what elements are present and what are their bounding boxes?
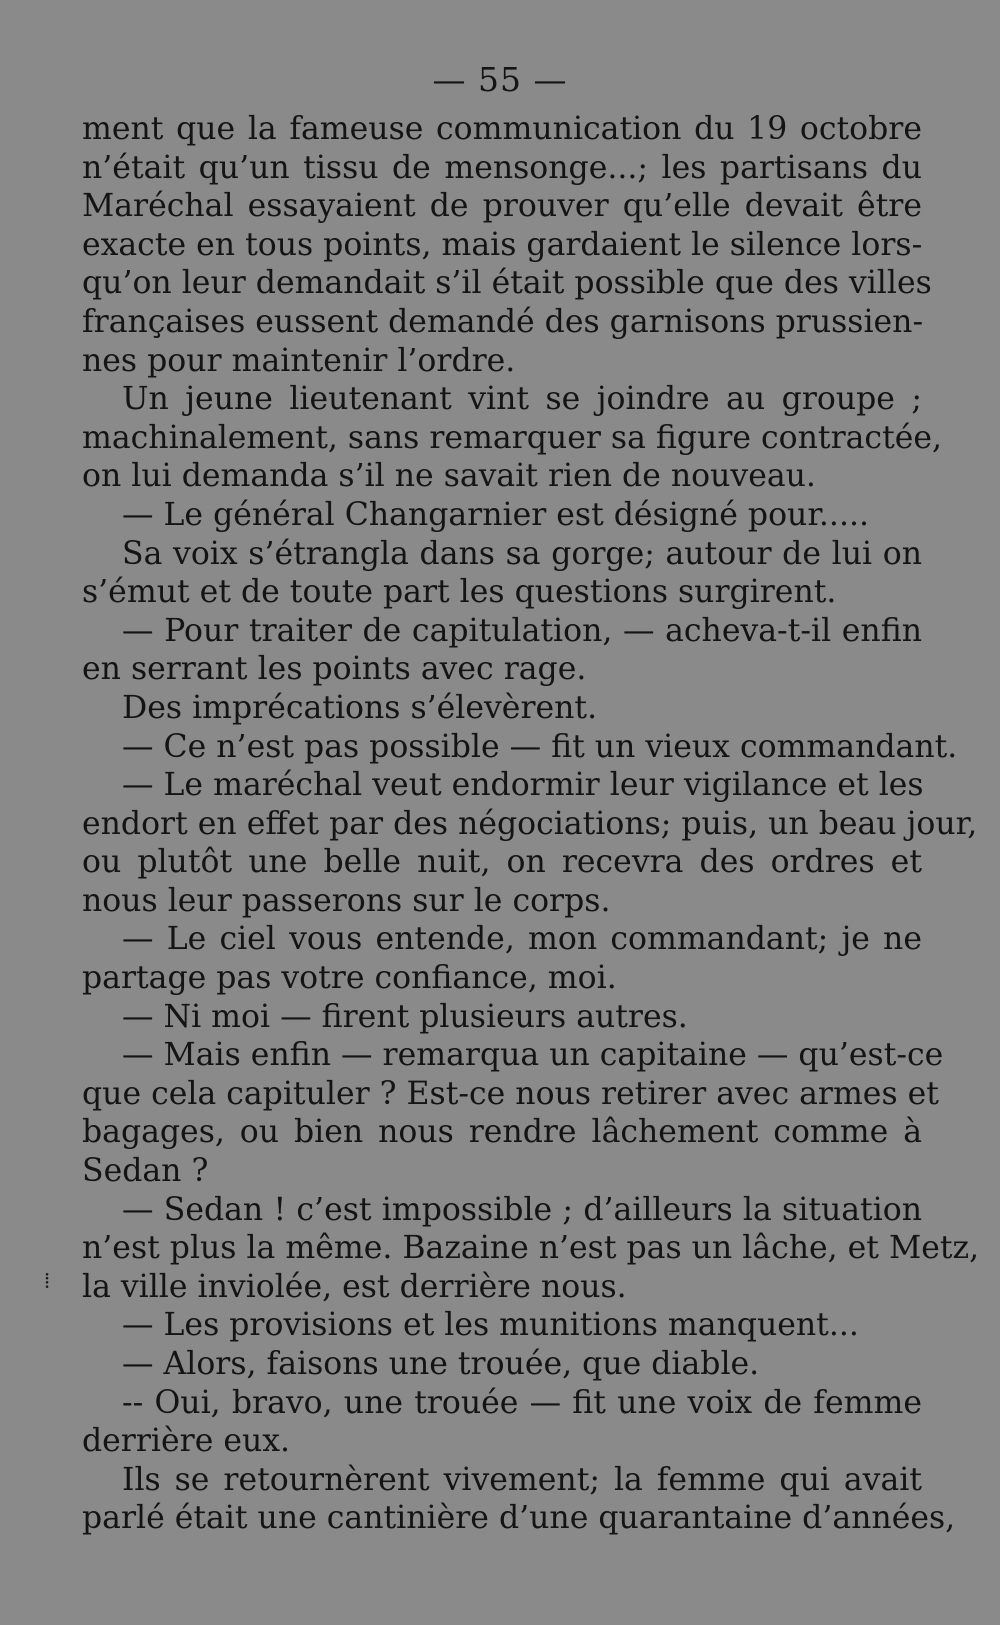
text-line: nous leur passerons sur le corps.	[82, 882, 611, 919]
text-line: s’émut et de toute part les questions surgirent.	[82, 574, 837, 611]
text-line: n’était qu’un tissu de mensonge...; les partisans du	[82, 149, 922, 186]
text-line: — Le maréchal veut endormir leur vigilance et les	[122, 767, 924, 804]
text-line: françaises eussent demandé des garnisons prussien-	[82, 303, 924, 340]
text-line: endort en effet par des négociations; puis, un beau jour,	[82, 805, 978, 842]
text-line: Sedan ?	[82, 1153, 209, 1190]
paragraph	[82, 110, 932, 380]
text-line: bagages, ou bien nous rendre lâchement comme à	[82, 1114, 922, 1151]
text-line: derrière eux.	[82, 1423, 291, 1460]
paragraph	[82, 766, 978, 920]
text-line: — Pour traiter de capitulation, — acheva-t-il enfin	[122, 612, 922, 649]
paragraph	[82, 1191, 980, 1307]
text-line: Des imprécations s’élevèrent.	[122, 689, 598, 726]
text-line: — Ce n’est pas possible — fit un vieux commandant.	[122, 728, 958, 765]
paragraph	[82, 612, 922, 689]
page-number: — 55 —	[432, 60, 568, 99]
text-line: — Ni moi — firent plusieurs autres.	[122, 998, 688, 1035]
text-line: partage pas votre confiance, moi.	[82, 960, 617, 997]
paragraph	[82, 1345, 922, 1384]
text-line: on lui demanda s’il ne savait rien de nouveau.	[82, 458, 816, 495]
text-line: — Mais enfin — remarqua un capitaine — qu’est-ce	[122, 1037, 944, 1074]
paragraph	[82, 998, 922, 1037]
paragraph	[82, 496, 922, 535]
text-line: la ville inviolée, est derrière nous.	[82, 1268, 627, 1305]
text-line: — Sedan ! c’est impossible ; d’ailleurs la situation	[122, 1191, 922, 1228]
text-line: Ils se retournèrent vivement; la femme qui avait	[122, 1461, 922, 1498]
paragraph	[82, 920, 922, 997]
text-line: parlé était une cantinière d’une quarantaine d’années,	[82, 1500, 956, 1537]
text-line: nes pour maintenir l’ordre.	[82, 342, 516, 379]
text-line: — Alors, faisons une trouée, que diable.	[122, 1346, 760, 1382]
body-text	[82, 110, 980, 1538]
text-line: en serrant les points avec rage.	[82, 651, 587, 688]
paragraph	[82, 689, 922, 728]
margin-mark: ⁞	[44, 1269, 51, 1294]
text-line: Un jeune lieutenant vint se joindre au groupe ;	[122, 381, 922, 418]
text-line: Maréchal essayaient de prouver qu’elle devait être	[82, 188, 922, 225]
paragraph	[82, 1461, 956, 1538]
text-line: qu’on leur demandait s’il était possible que des villes	[82, 265, 932, 302]
paragraph	[82, 1384, 922, 1461]
paragraph	[82, 1306, 922, 1345]
text-line: — Les provisions et les munitions manquent...	[122, 1307, 859, 1344]
paragraph	[82, 535, 922, 612]
text-line: Sa voix s’étrangla dans sa gorge; autour de lui on	[122, 535, 922, 572]
text-line: — Le général Changarnier est désigné pour.....	[122, 496, 869, 533]
text-line: machinalement, sans remarquer sa figure contractée,	[82, 419, 943, 456]
paragraph	[82, 728, 958, 767]
text-line: que cela capituler ? Est-ce nous retirer avec armes et	[82, 1075, 939, 1112]
text-line: ment que la fameuse communication du 19 octobre	[82, 111, 922, 147]
text-line: ou plutôt une belle nuit, on recevra des ordres et	[82, 844, 922, 881]
text-line: -- Oui, bravo, une trouée — fit une voix de femme	[122, 1384, 922, 1421]
text-line: — Le ciel vous entende, mon commandant; je ne	[122, 921, 922, 958]
text-line: n’est plus la même. Bazaine n’est pas un lâche, et Metz,	[82, 1230, 980, 1267]
paragraph	[82, 1036, 944, 1190]
paragraph	[82, 380, 943, 496]
text-line: exacte en tous points, mais gardaient le silence lors-	[82, 226, 923, 263]
